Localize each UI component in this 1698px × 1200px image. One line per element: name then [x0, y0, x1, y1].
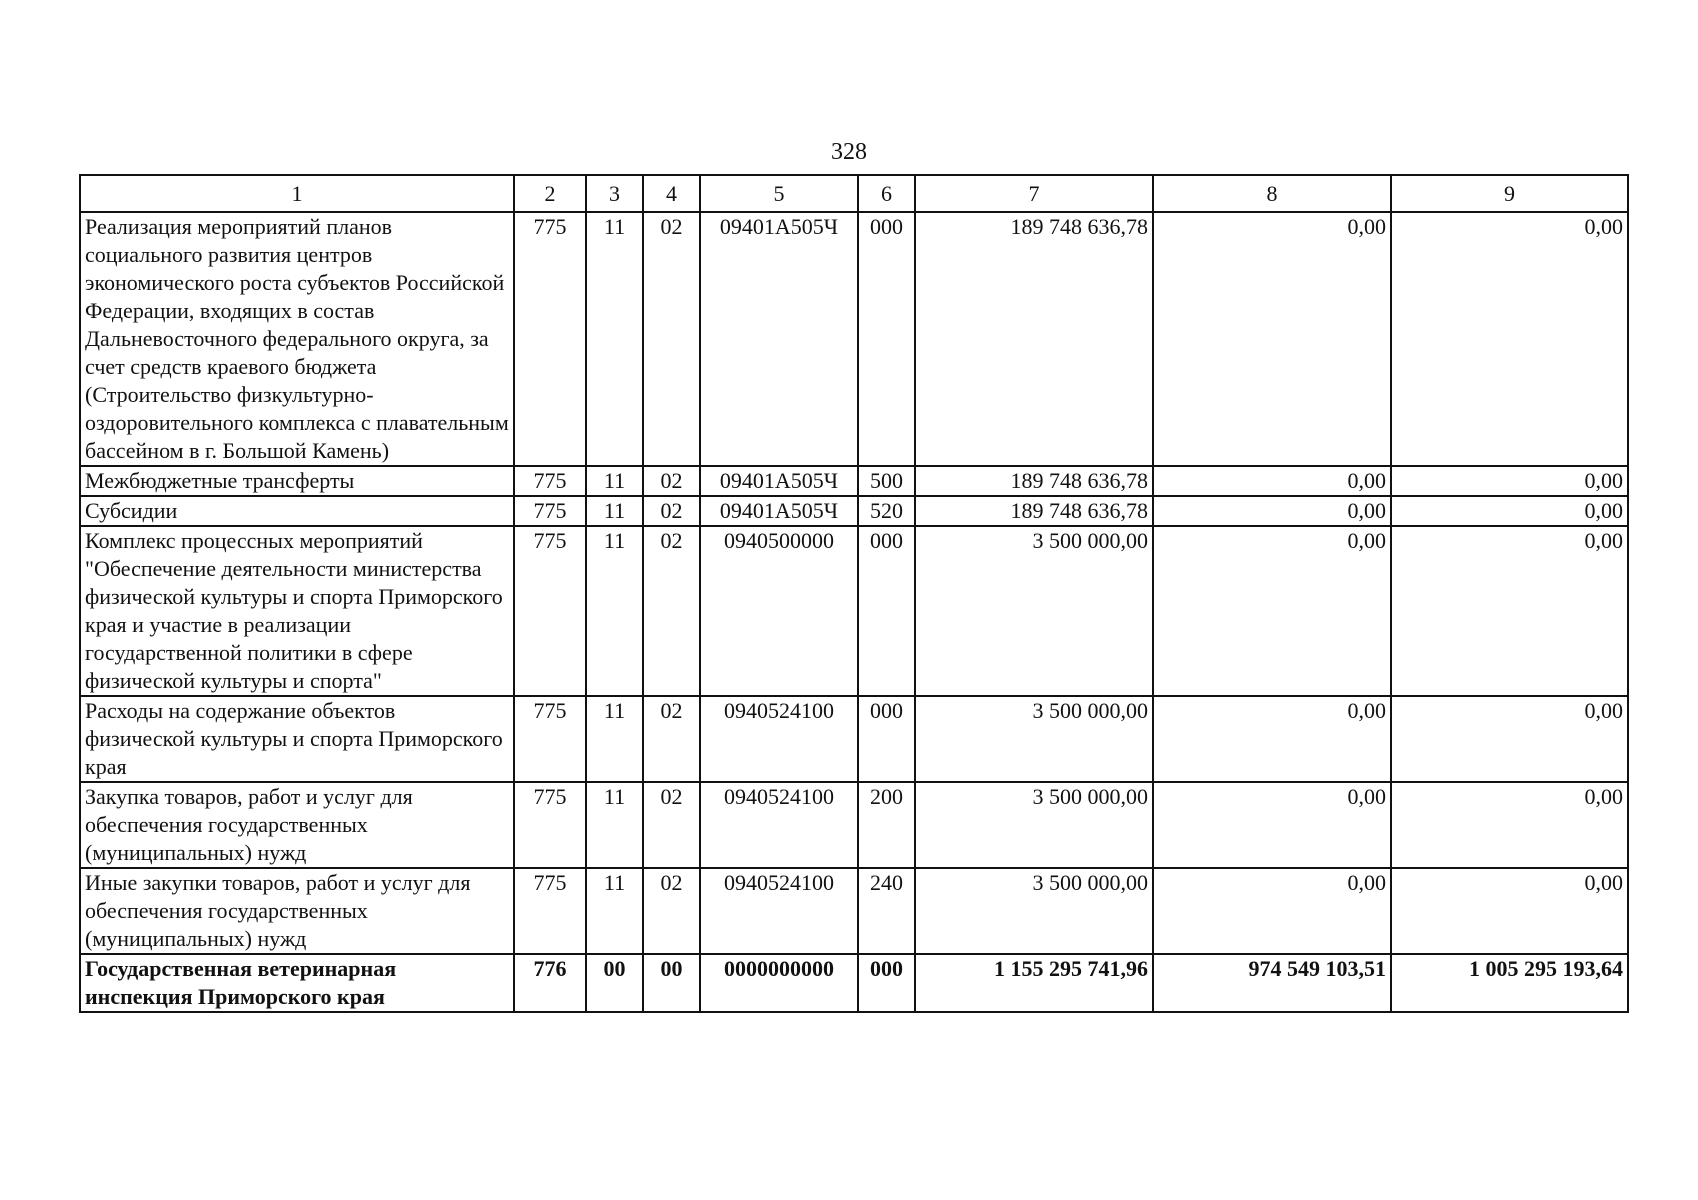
expense-type-cell: 000	[858, 954, 915, 1012]
budget-table	[79, 174, 1629, 1013]
admin-code-cell: 775	[514, 526, 586, 696]
table-row	[80, 696, 1628, 782]
section-cell: 11	[586, 212, 643, 466]
amount-col7-cell: 3 500 000,00	[915, 782, 1153, 868]
admin-code-cell: 775	[514, 868, 586, 954]
header-row	[80, 175, 1628, 212]
row-name-cell: Иные закупки товаров, работ и услуг для обеспечения государственных (муниципальных) нужд	[80, 868, 514, 954]
amount-col8-cell: 0,00	[1153, 868, 1391, 954]
subsection-cell: 02	[643, 782, 700, 868]
expense-type-cell: 520	[858, 496, 915, 526]
amount-col9-cell: 0,00	[1391, 868, 1628, 954]
target-article-cell: 09401А505Ч	[700, 212, 858, 466]
target-article-cell: 0940524100	[700, 696, 858, 782]
target-article-cell: 0940524100	[700, 782, 858, 868]
row-name-cell: Закупка товаров, работ и услуг для обеспечения государственных (муниципальных) нужд	[80, 782, 514, 868]
page-number: 328	[831, 139, 867, 165]
section-cell: 00	[586, 954, 643, 1012]
header-cell: 9	[1391, 175, 1628, 212]
target-article-cell: 09401А505Ч	[700, 496, 858, 526]
row-name-cell: Межбюджетные трансферты	[80, 466, 514, 496]
table-row	[80, 868, 1628, 954]
row-name-cell: Субсидии	[80, 496, 514, 526]
section-cell: 11	[586, 868, 643, 954]
amount-col9-cell: 0,00	[1391, 212, 1628, 466]
expense-type-cell: 240	[858, 868, 915, 954]
amount-col8-cell: 0,00	[1153, 212, 1391, 466]
amount-col9-cell: 1 005 295 193,64	[1391, 954, 1628, 1012]
row-name-cell: Комплекс процессных мероприятий "Обеспечение деятельности министерства физической культуры и спорта Приморского края и участие в реализации государственной политики в сфере физической культуры и спорта"	[80, 526, 514, 696]
amount-col8-cell: 0,00	[1153, 696, 1391, 782]
expense-type-cell: 500	[858, 466, 915, 496]
header-cell: 1	[80, 175, 514, 212]
table-row	[80, 466, 1628, 496]
target-article-cell: 0000000000	[700, 954, 858, 1012]
admin-code-cell: 775	[514, 466, 586, 496]
row-name-cell: Государственная ветеринарная инспекция Приморского края	[80, 954, 514, 1012]
row-name-cell: Реализация мероприятий планов социального развития центров экономического роста субъектов Российской Федерации, входящих в состав Дальневосточного федерального округа, за счет средств краевого бюджета (Строительство физкультурно-оздоровительного комплекса с плавательным бассейном в г. Большой Камень)	[80, 212, 514, 466]
amount-col9-cell: 0,00	[1391, 696, 1628, 782]
target-article-cell: 0940524100	[700, 868, 858, 954]
target-article-cell: 09401А505Ч	[700, 466, 858, 496]
amount-col7-cell: 3 500 000,00	[915, 526, 1153, 696]
header-cell: 8	[1153, 175, 1391, 212]
subsection-cell: 00	[643, 954, 700, 1012]
section-cell: 11	[586, 526, 643, 696]
header-cell: 6	[858, 175, 915, 212]
target-article-cell: 0940500000	[700, 526, 858, 696]
amount-col8-cell: 0,00	[1153, 496, 1391, 526]
admin-code-cell: 775	[514, 496, 586, 526]
amount-col8-cell: 0,00	[1153, 466, 1391, 496]
admin-code-cell: 775	[514, 212, 586, 466]
amount-col8-cell: 0,00	[1153, 782, 1391, 868]
amount-col7-cell: 189 748 636,78	[915, 496, 1153, 526]
subsection-cell: 02	[643, 496, 700, 526]
expense-type-cell: 000	[858, 696, 915, 782]
admin-code-cell: 775	[514, 696, 586, 782]
subsection-cell: 02	[643, 526, 700, 696]
expense-type-cell: 200	[858, 782, 915, 868]
subsection-cell: 02	[643, 696, 700, 782]
admin-code-cell: 775	[514, 782, 586, 868]
header-cell: 3	[586, 175, 643, 212]
header-cell: 2	[514, 175, 586, 212]
table-row	[80, 526, 1628, 696]
table-row	[80, 496, 1628, 526]
table-row	[80, 782, 1628, 868]
amount-col8-cell: 0,00	[1153, 526, 1391, 696]
amount-col9-cell: 0,00	[1391, 496, 1628, 526]
section-cell: 11	[586, 696, 643, 782]
amount-col8-cell: 974 549 103,51	[1153, 954, 1391, 1012]
amount-col7-cell: 3 500 000,00	[915, 696, 1153, 782]
subsection-cell: 02	[643, 212, 700, 466]
admin-code-cell: 776	[514, 954, 586, 1012]
subsection-cell: 02	[643, 868, 700, 954]
section-cell: 11	[586, 782, 643, 868]
amount-col7-cell: 189 748 636,78	[915, 466, 1153, 496]
row-name-cell: Расходы на содержание объектов физической культуры и спорта Приморского края	[80, 696, 514, 782]
header-cell: 7	[915, 175, 1153, 212]
subsection-cell: 02	[643, 466, 700, 496]
section-cell: 11	[586, 466, 643, 496]
section-cell: 11	[586, 496, 643, 526]
amount-col7-cell: 1 155 295 741,96	[915, 954, 1153, 1012]
amount-col7-cell: 189 748 636,78	[915, 212, 1153, 466]
header-cell: 5	[700, 175, 858, 212]
header-cell: 4	[643, 175, 700, 212]
amount-col7-cell: 3 500 000,00	[915, 868, 1153, 954]
expense-type-cell: 000	[858, 212, 915, 466]
table-row	[80, 212, 1628, 466]
table-row-total	[80, 954, 1628, 1012]
amount-col9-cell: 0,00	[1391, 466, 1628, 496]
amount-col9-cell: 0,00	[1391, 526, 1628, 696]
expense-type-cell: 000	[858, 526, 915, 696]
amount-col9-cell: 0,00	[1391, 782, 1628, 868]
